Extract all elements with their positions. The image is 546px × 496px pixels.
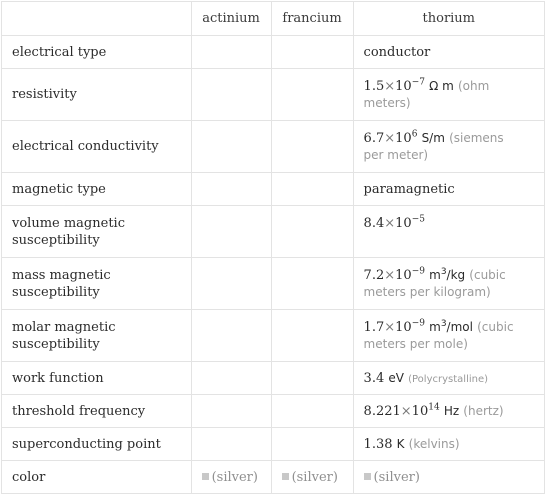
- times-sign: ×: [384, 130, 396, 146]
- row-label: superconducting point: [2, 428, 192, 461]
- unit-rest: /kg: [446, 267, 466, 282]
- row-label: work function: [2, 362, 192, 395]
- column-header-actinium: actinium: [191, 2, 271, 36]
- base: 10: [395, 78, 412, 94]
- value-cell: [353, 121, 544, 173]
- unit-description: (hertz): [463, 403, 504, 418]
- value-cell: conductor: [353, 36, 544, 69]
- color-cell-francium: [271, 461, 353, 494]
- color-swatch-icon: [364, 473, 371, 480]
- unit-description-cont: meters per mole): [363, 336, 468, 351]
- header-blank-cell: [2, 2, 192, 36]
- table-row: [2, 428, 545, 461]
- empty-cell: [191, 121, 271, 173]
- value-cell: [353, 69, 544, 121]
- times-sign: ×: [384, 215, 396, 231]
- value-cell: [353, 206, 544, 258]
- empty-cell: [191, 258, 271, 310]
- unit-description: (ohm: [457, 78, 490, 93]
- table-row: [2, 36, 545, 69]
- table-row: [2, 310, 545, 362]
- table-row: [2, 69, 545, 121]
- unit-description-cont: meters): [363, 95, 411, 110]
- row-label-line2: susceptibility: [12, 232, 100, 248]
- exponent: −9: [411, 318, 425, 329]
- mantissa: 8.4: [363, 215, 385, 231]
- row-label: [2, 258, 192, 310]
- value-cell: [353, 395, 544, 428]
- empty-cell: [271, 173, 353, 206]
- times-sign: ×: [384, 319, 396, 335]
- row-label-line1: molar magnetic: [12, 319, 116, 335]
- table-row: [2, 395, 545, 428]
- unit-base: m: [429, 267, 441, 282]
- times-sign: ×: [384, 267, 396, 283]
- empty-cell: [271, 395, 353, 428]
- empty-cell: [271, 69, 353, 121]
- table-row: [2, 173, 545, 206]
- mantissa: 6.7: [363, 130, 385, 146]
- exponent: 14: [428, 402, 440, 413]
- unit-description-cont: meters per kilogram): [363, 284, 491, 299]
- exponent: 6: [411, 129, 418, 140]
- times-sign: ×: [400, 403, 412, 419]
- empty-cell: [191, 395, 271, 428]
- row-label: resistivity: [2, 69, 192, 121]
- value-number: 3.4: [363, 370, 385, 386]
- row-label-line1: volume magnetic: [12, 215, 125, 231]
- empty-cell: [271, 362, 353, 395]
- unit-rest: /mol: [446, 319, 473, 334]
- mantissa: 7.2: [363, 267, 385, 283]
- mantissa: 1.7: [363, 319, 385, 335]
- color-value: (silver): [291, 469, 338, 485]
- row-label: [2, 206, 192, 258]
- column-header-francium: francium: [271, 2, 353, 36]
- unit-description: (kelvins): [408, 436, 460, 451]
- base: 10: [395, 319, 412, 335]
- unit: [429, 268, 465, 282]
- empty-cell: [191, 173, 271, 206]
- element-properties-table: [1, 1, 545, 494]
- base: 10: [395, 215, 412, 231]
- unit-description: (siemens: [449, 130, 504, 145]
- unit: S/m: [421, 130, 445, 145]
- table-row: [2, 362, 545, 395]
- row-label-line2: susceptibility: [12, 336, 100, 352]
- unit-exponent: 3: [440, 318, 447, 329]
- table-row: [2, 206, 545, 258]
- color-cell-thorium: [353, 461, 544, 494]
- base: 10: [395, 130, 412, 146]
- row-label: electrical type: [2, 36, 192, 69]
- empty-cell: [271, 310, 353, 362]
- color-value: (silver): [373, 469, 420, 485]
- value-cell: [353, 310, 544, 362]
- value-number: 1.38: [363, 436, 393, 452]
- empty-cell: [271, 428, 353, 461]
- column-header-thorium: thorium: [353, 2, 544, 36]
- unit: K: [396, 436, 405, 451]
- mantissa: 8.221: [363, 403, 401, 419]
- row-label: [2, 310, 192, 362]
- row-label: threshold frequency: [2, 395, 192, 428]
- value-cell: [353, 258, 544, 310]
- unit: Ω m: [429, 78, 454, 93]
- unit: eV: [388, 370, 404, 385]
- unit: Hz: [443, 403, 460, 418]
- unit-description: (cubic: [469, 267, 506, 282]
- mantissa: 1.5: [363, 78, 385, 94]
- color-value: (silver): [211, 469, 258, 485]
- empty-cell: [271, 36, 353, 69]
- color-swatch-icon: [282, 473, 289, 480]
- unit-description-cont: per meter): [363, 147, 429, 162]
- empty-cell: [191, 310, 271, 362]
- unit-description: (cubic: [477, 319, 514, 334]
- unit-exponent: 3: [440, 266, 447, 277]
- row-label-line1: mass magnetic: [12, 267, 111, 283]
- table-row: [2, 258, 545, 310]
- base: 10: [411, 403, 429, 419]
- color-cell-actinium: [191, 461, 271, 494]
- table-row: [2, 121, 545, 173]
- base: 10: [395, 267, 412, 283]
- exponent: −7: [411, 77, 425, 88]
- row-label-line2: susceptibility: [12, 284, 100, 300]
- value-cell: [353, 362, 544, 395]
- empty-cell: [191, 36, 271, 69]
- unit: [429, 320, 473, 334]
- header-row: [2, 2, 545, 36]
- unit-base: m: [429, 319, 441, 334]
- value-cell: [353, 428, 544, 461]
- empty-cell: [191, 69, 271, 121]
- color-swatch-icon: [202, 473, 209, 480]
- empty-cell: [271, 121, 353, 173]
- empty-cell: [271, 206, 353, 258]
- value-cell: paramagnetic: [353, 173, 544, 206]
- empty-cell: [191, 428, 271, 461]
- unit-description: (Polycrystalline): [408, 373, 489, 385]
- table-row: [2, 461, 545, 494]
- row-label: magnetic type: [2, 173, 192, 206]
- row-label: electrical conductivity: [2, 121, 192, 173]
- empty-cell: [271, 258, 353, 310]
- exponent: −9: [411, 266, 425, 277]
- empty-cell: [191, 206, 271, 258]
- exponent: −5: [411, 214, 425, 225]
- empty-cell: [191, 362, 271, 395]
- row-label: color: [2, 461, 192, 494]
- times-sign: ×: [384, 78, 396, 94]
